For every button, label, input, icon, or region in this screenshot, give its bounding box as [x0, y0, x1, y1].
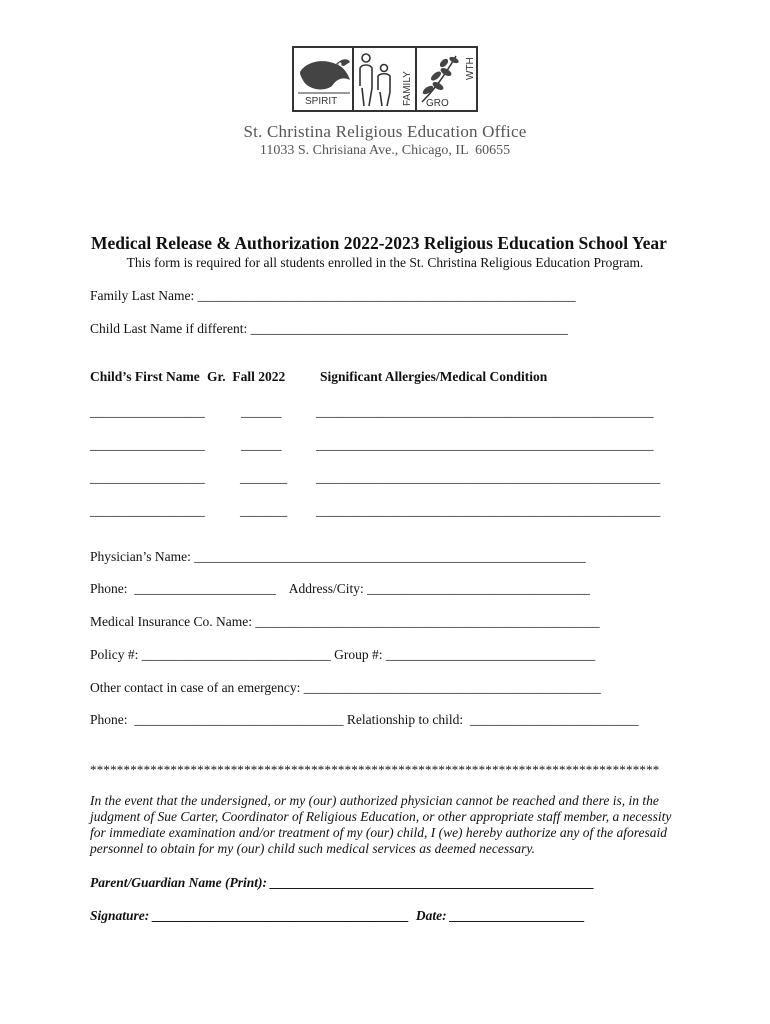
family-last-name-field[interactable]: Family Last Name: ________________________________________________________ [90, 288, 576, 303]
authorization-paragraph: In the event that the undersigned, or my (our) authorized physician cannot be reached and there is, in the judgment of Sue Carter, Coordinator of Religious Education, or other appropriate staff member, a necessity for immediate examination and/or treatment of my (our) child, I (we) hereby authorize any of the aforesaid personnel to obtain for my (our) child such medical services as deemed necessary. [90, 793, 672, 856]
logo-spirit-label: SPIRIT [305, 96, 338, 107]
row-1-allergy-field[interactable]: __________________________________________________ [316, 404, 654, 419]
row-4-grade-field[interactable]: _______ [240, 503, 288, 518]
bird-icon [300, 59, 350, 89]
insurance-field[interactable]: Medical Insurance Co. Name: ___________________________________________________ [90, 614, 600, 629]
guardian-name-field[interactable]: Parent/Guardian Name (Print): ________________________________________________ [90, 875, 595, 890]
phone-relationship-field[interactable]: Phone: _______________________________ Relationship to child: _________________________ [90, 712, 639, 727]
form-subtitle: This form is required for all students enrolled in the St. Christina Religious Education Program. [126, 255, 644, 270]
row-2-allergy-field[interactable]: __________________________________________________ [316, 437, 654, 452]
policy-group-field[interactable]: Policy #: ____________________________ Group #: _______________________________ [90, 647, 596, 662]
logo-growth-label-b: WTH [465, 57, 476, 80]
logo-family-label: FAMILY [402, 71, 413, 106]
office-name: St. Christina Religious Education Office [243, 122, 527, 141]
row-3-name-field[interactable]: _________________ [90, 470, 205, 485]
emergency-contact-field[interactable]: Other contact in case of an emergency: ____________________________________________ [90, 680, 601, 695]
row-3-grade-field[interactable]: _______ [240, 470, 288, 485]
row-4-name-field[interactable]: _________________ [90, 503, 205, 518]
phone-address-field[interactable]: Phone: _____________________ Address/City: _________________________________ [90, 581, 590, 596]
family-figures-icon [360, 54, 390, 106]
child-last-name-field[interactable]: Child Last Name if different: _______________________________________________ [90, 321, 568, 336]
row-3-allergy-field[interactable]: ___________________________________________________ [316, 470, 661, 485]
row-2-name-field[interactable]: _________________ [90, 437, 205, 452]
logo-growth-label-a: GRO [426, 98, 449, 109]
separator: ************************************************************************************* [90, 762, 660, 777]
row-4-allergy-field[interactable]: ___________________________________________________ [316, 503, 661, 518]
col-header-first-name: Child’s First Name [90, 369, 200, 384]
col-header-allergies: Significant Allergies/Medical Condition [320, 369, 548, 384]
row-1-name-field[interactable]: _________________ [90, 404, 205, 419]
form-title: Medical Release & Authorization 2022-2023 Religious Education School Year [91, 233, 667, 253]
row-2-grade-field[interactable]: ______ [241, 437, 282, 452]
physician-name-field[interactable]: Physician’s Name: __________________________________________________________ [90, 549, 586, 564]
office-address: 11033 S. Chrisiana Ave., Chicago, IL 60655 [259, 143, 511, 158]
signature-date-field[interactable]: Signature: ______________________________________ Date: ____________________ [90, 908, 586, 923]
leaf-branch-icon [421, 56, 459, 102]
col-header-grade: Gr. Fall 2022 [207, 369, 286, 384]
st-christina-logo [292, 46, 478, 112]
row-1-grade-field[interactable]: ______ [241, 404, 282, 419]
